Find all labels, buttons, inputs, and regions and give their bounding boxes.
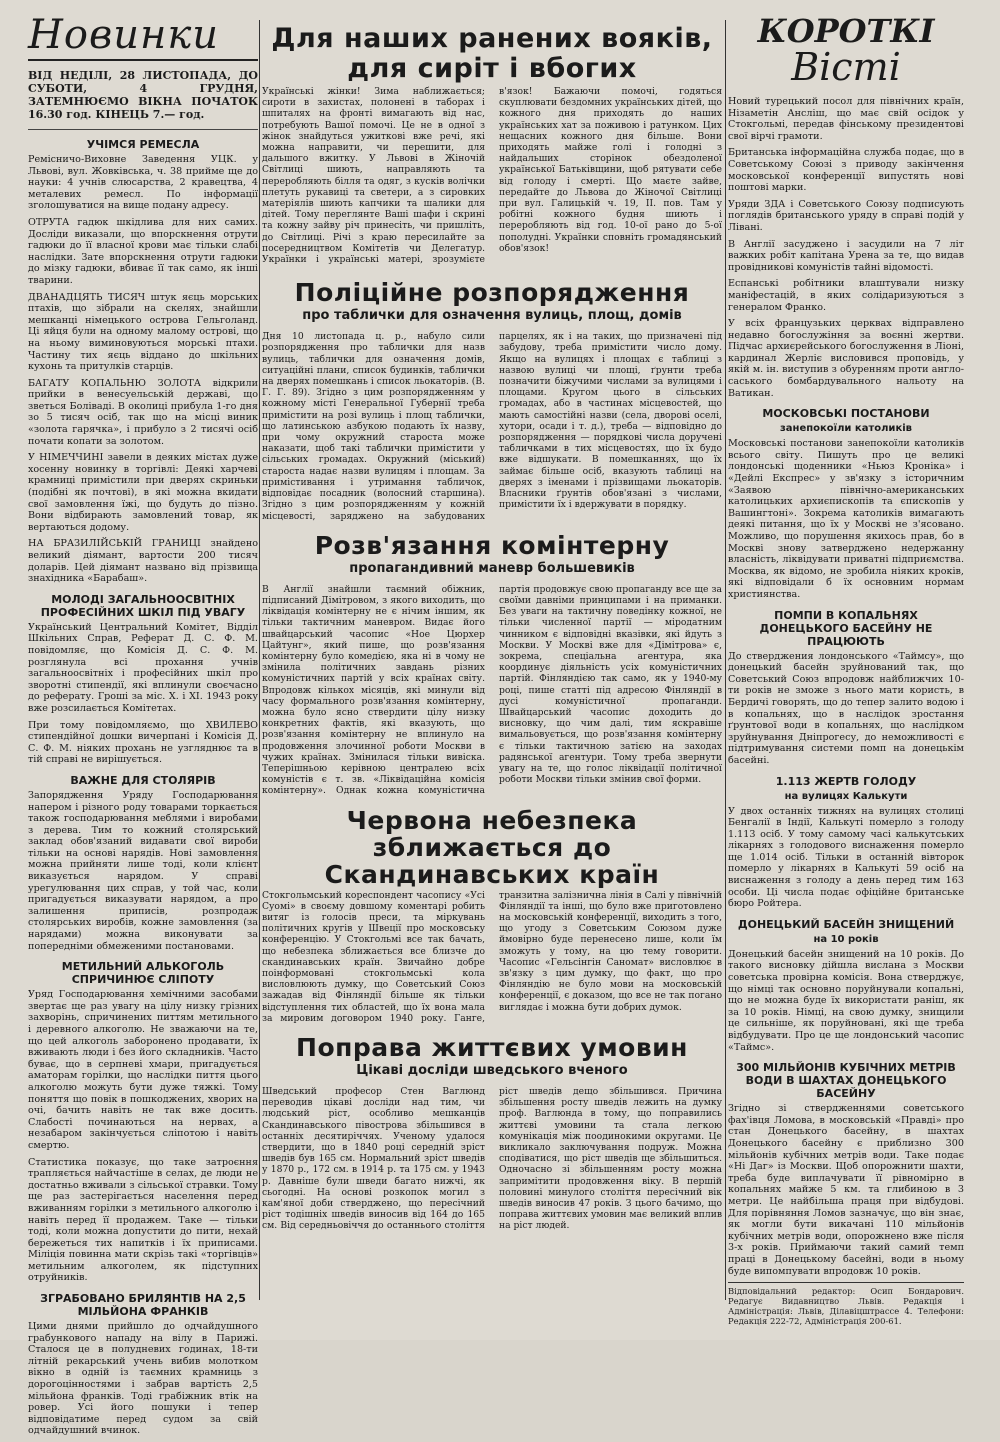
article-comintern: В Англії знайшли таємний обіжник, підписаний Дімітровом, з якого виходить, що ліквідація комінтерну не є нічим іншим, як тільки тактичним маневром. Видає його швайцарський часопис «Ное Цюрхер Цайтунг», який пише, що розв'язання комінтерну було комедією, яка ні в чому не змінила політичних завдань різних комуністичних партій у всіх країнах світу. Впродовж кількох місяців, які минули від часу формального розв'язання комінтерну, можна було ясно ствердити цілу низку конкретних фактів, які вказують, що розв'язання комінтерну не вплинуло на продовження злочинної роботи Москви в чужих країнах. Змінилася тільки вивіска. Теперішньою керівною централею всіх комуністів є т. зв. «Ліквідаційна комісія комінтерну». Однак кожна комуністична партія продовжує свою пропаганду все ще за своїми давніми принципами і на приманки. Без уваги на тактичну поведінку кожної, не тільки численної партії — міродатним чинником є відповідні вказівки, які йдуть з Москви. У Москві вже для «Дімітрова» є, зокрема, спеціальна агентура, яка координує діяльність усіх комуністичних партій. Фінляндією так само, як у 1940-му році, пише статті під адресою Фінляндії в дусі комуністичної пропаганди. Швайцарський часопис доходить до висновку, що чим далі, тим яскравіше вимальовується, що розв'язання комінтерну є тільки тактичною затією на заходах радянської агентури. Тому треба звернути увагу на те, що голос ліквідації політичної роботи Москви тільки змінив свої форми. bbox=[262, 583, 722, 797]
heading-diamonds: ЗГРАБОВАНО БРИЛЯНТІВ НА 2,5 МІЛЬЙОНА ФРАНКІВ bbox=[40, 1292, 246, 1319]
article-calcutta: У двох останніх тижнях на вулицях столиці Бенгалії в Індії, Калькуті померло з голоду 1.113 осіб. У тому самому часі калькутських лікарнях з голодового виснаження померло ще 1.014 осіб. Тільки в останній вівторок померло у лікарнях в Калькуті 59 осіб на виснаження з голоду а день перед тим 163 особи. Ці числа подає офіційне британське бюро Ройтера. bbox=[728, 805, 964, 910]
article-twelve-thousand: ДВАНАДЦЯТЬ ТИСЯЧ штук яєць морських птахів, що зібрали на скелях, знайшли мешканці німецького острова Гельголанд. Ці яйця були на одному малому острові, що на ньому виминовуються морські птахи. Частину тих яєць віддано до шкільних кухонь та притулків старців. bbox=[28, 291, 258, 373]
middle-column bbox=[262, 14, 722, 1234]
article-pumps: До стверджения лондонського «Таймсу», що донецький басейн зруйнований так, що Советський Союз впродовж найближчих 10-ти років не зможе з нього мати користь, в Бердичі говорять, що до тепер залито водою і в копальнях, що в наслідок зростання ґрунтової води в копальнях, що наслідком зруйнування Дніпрогесу, до неможливості є підтримування системи помп на донецькім басейні. bbox=[728, 650, 964, 766]
article-methyl-2: Статистика показує, що таке затроєння трапляється найчастіше в селах, де люди не достатньо вживали з сільської стравки. Тому ще раз застерігається населення перед вживанням горілки з метильного алкоголю і навіть перед її продажем. Таке — тільки тоді, коли можна допустити до пити, нехай бережеться тих напитків і їх приписами. Міліція повинна мати скрізь такі «торгівців» метильним алкоголем, як підступних отруйників. bbox=[28, 1156, 258, 1284]
article-youth: Український Центральний Комітет, Відділ Шкільних Справ, Реферат Д. С. Ф. М. повідомляє, що Комісія Д. С. Ф. М. розглянула всі прохання учнів загальноосвітніх і професійних шкіл про зворотні стипендії, які вплинули своєчасно до реферату. Гроші за міс. X. і XI. 1943 року вже розсилається Комітетах. bbox=[28, 621, 258, 714]
article-french-churches: У всіх французьких церквах відправлено недавно богослужіння за воєнні жертви. Підчас архиєрейського богослуження в Ліоні, кардинал Жерліє висловився проповідь, у якій м. ін. виступив з обуренням проти англо-саського бомбардувального нальоту на Ватикан. bbox=[728, 318, 964, 399]
heading-youth: МОЛОДІ ЗАГАЛЬНООСВІТНІХ ПРОФЕСІЙНИХ ШКІЛ ПІД УВАГУ bbox=[40, 592, 246, 619]
right-column bbox=[728, 14, 964, 1326]
heading-carpenters: ВАЖНЕ ДЛЯ СТОЛЯРІВ bbox=[70, 773, 216, 787]
article-us-government: Уряди ЗДА і Советського Союзу подписують поглядів британського уряду в справі подій у Лівані. bbox=[728, 198, 964, 233]
article-police-body bbox=[262, 331, 722, 521]
left-column bbox=[28, 14, 258, 1442]
heading-donetsk-destroyed: ДОНЕЦЬКИЙ БАСЕЙН ЗНИЩЕНИЙ bbox=[737, 917, 955, 931]
article-wounded: Українські жінки! Зима наближається; сироти в захистах, полонені в таборах і шпиталях на фронті вимагають від нас, потребують Вашої помочі. Це не в одної з жінок знайдуться ужиткові вже речі, які можна направити, чи перешити, для дальшого вжитку. У Львові в Жіночій Світлиці шиють, направляють та переробляють білля та одяг, з кусків волічки плетуть рукавиці та светери, а з сировких матеріялів шиють капчики та шалики для дітей. Тому переглянте Ваші шафи і скрині та кожну зайву річ принесіть, чи пришліть, до Світлиці. Річі з краю пересилайте за посередництвом Комітетів чи Делегатур. Українки і українські матері, зрозумієте в'язок! Бажаючи помочі, годяться скуплювати бездомних українських дітей, що кожного дня приходять до наших українських хат за поживою і ратунком. Цих нещасних кожного дня більше. Вони приходять майже голі і голодні з найдальших сторінок обездоленої української Батьківщини, щоб рятувати себе від голоду і смерті. Що маєте зайве, передайте до Львова до Жіночої Світлиці при вул. Галицькій ч. 19, II. пов. Там у робітні кожного будня шиють і переробляють від год. 10-ої рано до 5-ої пополудні. Українки сповніть громадянський обов'язок! bbox=[262, 86, 722, 266]
article-learn-trades: Ремісничо-Виховне Заведення УЦК. у Львові, вул. Жовківська, ч. 38 прийме ще до науки: 4 учнів слюсарства, 2 кравецтва, 4 металевих ремесл. По інформації зголошуватися на вище подану адресу. bbox=[28, 154, 258, 212]
heading-learn-trades: УЧІМСЯ РЕМЕСЛА bbox=[86, 138, 200, 151]
subhead-donetsk-destroyed: на 10 років bbox=[813, 933, 879, 945]
article-moscow-decrees: Московські постанови занепокоїли католиків всього світу. Пишуть про це великі лондонські щоденники «Ньюз Кроніка» і «Дейлі Експрес» у зв'язку з історичним «Заявою північно-американських католицьких архиєпископів та єпископів у Вашингтоні». Зокрема католиків вимагають деякі питання, що їх у Москві не з'ясовано. Можливо, що порушення якихось прав, бо в Москві знову затверджено недержанну власність, ліквідувати приватні підприємства. Москва, як відомо, не зробила ніяких кроків, які відповідали б їх основним нормам християнства. bbox=[728, 438, 964, 600]
article-donetsk-destroyed: Донецький басейн знищений на 10 років. До такого висновку дійшла вислана з Москви советська провірна комісія. Вона стверджує, що німці так основно поруйнували копальні, що не можна буде їх використати раніш, як за 10 років. Німці, на свою думку, знищили це сильніше, як поруйновані, які ще треба відбудувати. Про це ще лондонський часопис «Таймс». bbox=[728, 948, 964, 1053]
headline-wounded: Для наших ранених вояків, для сиріт і вбогих bbox=[271, 23, 713, 84]
article-living-body bbox=[262, 1086, 722, 1234]
article-red-danger-body bbox=[262, 890, 722, 1024]
article-carpenters: Запорядження Уряду Господарювання напером і різного роду товарами торкається також господарювання меблями і виробами з дерева. Тим то кожний столярський заклад обов'язаний видавати свої вироби тільки на основі нарядів. Нові замовлення можна прийняти лише тоді, коли клієнт виказується нарядом. У справі урегулювання цих справ, у той час, коли пригадується виказувати нарядом, а про залишення приписів, розпродаж столярських виробів, кожне замовлення (за нарядами) можна виконувати за попередніми обмеженими постановами. bbox=[28, 789, 258, 952]
article-diamonds: Цими днями прийшло до одчайдушного грабункового нападу на вілу в Парижі. Сталося це в полудневих годинах, 18-ти літній рекарський учень вибив молотком вікно в одній із таємних крамниць з дорогоцінностями і забрав вартість 2,5 мільйона франків. Тоді грабіжник втік на ровер. Усі його пошуки і тепер відповідатиме перед судом за свій одчайдушний вчинок. bbox=[28, 1321, 258, 1437]
heading-moscow-decrees: МОСКОВСЬКІ ПОСТАНОВИ bbox=[762, 407, 930, 421]
visti-masthead: Вісті bbox=[791, 45, 901, 89]
divider bbox=[28, 129, 258, 130]
article-poison: ОТРУТА гадюк шкідлива для них самих. Досліди виказали, що впорскнення отрути гадюки до її власної крови має тільки слабі наслідки. Зате впорскнення отрути гадюки до мізку гадюки, вбиває її так само, як інші тварини. bbox=[28, 216, 258, 286]
headline-red-danger: Червона небезпека зближається до Скандинавських країн bbox=[324, 805, 660, 889]
headline-police: Поліційне розпорядження bbox=[294, 278, 690, 308]
column-divider-left bbox=[259, 20, 260, 1300]
heading-calcutta: 1.113 ЖЕРТВ ГОЛОДУ bbox=[775, 774, 917, 788]
article-england-execution: В Англії засуджено і засудили на 7 літ важких робіт капітана Урена за те, що видав провідникові комуністів тайні відомості. bbox=[728, 238, 964, 273]
subhead-calcutta: на вулицях Калькути bbox=[784, 790, 908, 802]
article-turkish-envoy: Новий турецький посол для північних країн, Нізаметін Ансліш, що має свій осідок у Стокгольмі, передав фінському президентові свої вірчі грамоти. bbox=[728, 96, 964, 142]
article-spanish-workers: Еспанські робітники влаштували низку маніфестацій, в яких солідаризуються з генералом Франко. bbox=[728, 278, 964, 313]
article-living: Шведський професор Стен Ваглюнд переводив цікаві досліди над тим, чи людський ріст, особливо мешканців Скандинавського півострова збільшився в останніх десятиріччях. Ученому удалося ствердити, що в 1840 році середній зріст шведів був 165 см. Нормальний зріст шведів у 1870 р., 172 см. в 1914 р. та 175 см. у 1943 р. Давніше були шведи багато нижчі, як сьогодні. На основі розкопок могил з кам'яної доби стверджено, що пересічний ріст тодішніх шведів виносив від 164 до 165 см. Від середньовіччя до останнього століття ріст шведів дещо збільшився. Причина збільшення росту шведів лежить на думку проф. Ваглюнда в тому, що поправились життєві умовини та стала легкою комунікація між поодинокими округами. Це викликало заключування подруж. Можна сподіватися, що ріст шведів ще збільшиться. Одночасно зі збільшенням росту можна запримітити продовження віку. В першій половині минулого століття пересічний вік шведів виносив 47 років. З цього бачимо, що поправа життєвих умовин має великий вплив на ріст людей. bbox=[262, 1086, 723, 1232]
article-brazil: НА БРАЗИЛІЙСЬКІЙ ГРАНИЦІ знайдено великий діямант, вартости 200 тисяч доларів. Цей діямант названо від прізвища знахідника «Барабаш». bbox=[28, 538, 258, 585]
article-germany: У НІМЕЧЧИНІ завели в деяких містах дуже хосенну новинку в торгівлі: Деякі харчеві крамниці примістили при дверях скриньки (подібні як почтові), в які можна вкидати свої замовлення їжі, що будуть до пізно. Вони відбирають замовлений товар, як вертаються додому. bbox=[28, 452, 258, 533]
article-youth-2: При тому повідомляємо, що ХВИЛЕВО стипендійної дошки вичерпані і Комісія Д. С. Ф. М. ніяких прохань не узгляднює та в тій справі не вирішується. bbox=[28, 719, 258, 766]
heading-pumps: ПОМПИ В КОПАЛЬНЯХ ДОНЕЦЬКОГО БАСЕЙНУ НЕ ПРАЦЮЮТЬ bbox=[759, 608, 933, 648]
subhead-police: про таблички для означення вулиць, площ, домів bbox=[302, 308, 682, 324]
heading-water-mines: 300 МІЛЬЙОНІВ КУБІЧНИХ МЕТРІВ ВОДИ В ШАХТАХ ДОНЕЦЬКОГО БАСЕЙНУ bbox=[736, 1061, 956, 1101]
headline-comintern: Розв'язання комінтерну bbox=[314, 530, 670, 560]
headline-living: Поправа життєвих умовин bbox=[296, 1033, 688, 1062]
imprint-footer: Відповідальний редактор: Осип Бондарович. Редагує Видавництво Львів. Редакція і Адміністрація: Львів, Ділавіцштрассе 4. Телефони: Редакція 222-72, Адміністрація 200-61. bbox=[728, 1282, 964, 1326]
masthead-underline bbox=[28, 59, 258, 61]
article-water-mines: Згідно зі ствердженнями советського фах'івця Ломова, в московській «Правді» про стан Донецького басейну, в шахтах Донецького басейну є приблизно 300 мільйонів кубічних метрів води. Таке подає «Ні Даг» із Москви. Щоб опорожнити шахти, треба буде виплачувати її рівномірно в копальнях майже 5 км. та глибиною в 3 метри. Це найбільша праця при відбудові. Для порівняння Ломов зазначує, що він знає, як могли бути викачані 110 мільйонів кубічних метрів води, опорожнено вже після 3-х років. Приймаючи такий самий темп праці в Донецькому басейні, води в ньому буде випомпувати впродовж 10 років. bbox=[728, 1103, 964, 1277]
subhead-comintern: пропагандивний маневр большевиків bbox=[349, 560, 635, 576]
article-methyl: Уряд Господарювання хемічними засобами звертає ще раз увагу на цілу низку грізних захворінь, спричинених питтям метильного і деревного алкоголю. Не зважаючи на те, що цей алкоголь заборонено продавати, їх вживають люди і без його складників. Часто буває, що в серпневі хмари, пригадується аматорам горілки, що наслідки пиття цього алкоголю можуть бути дуже тяжкі. Тому поняття що повік в пошкоджених, хворих на очі, бачить навіть не так вже досить. Слабості починаються на нервах, а незабаром закінчується сліпотою і навіть смертю. bbox=[28, 989, 258, 1151]
subhead-moscow-decrees: занепокоїли католиків bbox=[779, 423, 912, 435]
subhead-living: Цікаві досліди шведського вченого bbox=[356, 1063, 628, 1078]
article-police: Дня 10 листопада ц. р., набуло сили розпорядження про таблички для назв вулиць, таблички для означення домів, ситуаційні плани, список будинків, таблички на дверях помешкань і список льокаторів. (В. Г. Г. 89). Згідно з цим розпорядженням у кожному місті Генеральної Губернії треба примістити на розі вулиць і площ таблички, що латинською азбукою подають їх назву, при чому окружний староста може наказати, щоб такі таблички примістити у сільських громадах. Окружний (міський) староста надає назви вулицям і площам. За примістивання і утримання табличок, відповідає посадник (волосний старшина). Згідно з цим розпорядженням у кожній місцевості, заряджено на забудованих парцелях, як і на таких, що призначені під забудову, треба примістити число дому. Якщо на вулицях і площах є таблиці з назвою вулиці чи площі, ґрунти треба позначити біжучими числами за вулицями і площами. Кругом цього в сільських громадах, або в частинах місцевостей, що мають самостійні назви (села, дворові оселі, хутори, осади і т. д.), треба — відповідно до розпорядження — порядкові числа доручені табличками в тих місцевостях, що їх будо вже відшукати. В помешканнях, що їх займає більше осіб, вказують таблиці на дверях з іменами і прізвищами льокаторів. Власники ґрунтів обов'язані з числами, примістити їх і вдержувати в порядку. bbox=[262, 331, 722, 522]
article-red-danger: Стокгольмський кореспондент часопису «Усі Суомі» в своєму довшому коментарі робить витяг із голосів преси, та міркувань політичних кругів у Швеції про московську конференцію. У Стокгольмі все так бачать, що небезпека зближається все близче до скандинавських країн. Звичайно добре поінформовані стокгольмські кола висловлюють думку, що Советський Союз зажадав від Фінляндії більше як тільки відступлення тих областей, що їх вона мала за мировим договором 1940 року. Ганге, транзитна залізнична лінія в Салі у північній Фінляндії та інші, що було вже приготовлено на московській конференції, виходить з того, що угоду з Советським Союзом дуже ймовірно буде перенесено лише, коли їм зможуть у тому, на цю тему говорити. Часопис «Гельсінгін Саномат» висловлює в зв'язку з цим думку, що факт, що про Фінляндію не було мови на московській конференції, є доказом, що все не так погано виглядає і можна бути добрих думок. bbox=[262, 889, 722, 1024]
blackout-notice: ВІД НЕДІЛІ, 28 ЛИСТОПАДА, ДО СУБОТИ, 4 ГРУДНЯ, ЗАТЕМНЮЄМО ВІКНА ПОЧАТОК 16.30 год. КІНЕЦЬ 7.— год. bbox=[28, 69, 258, 121]
article-wounded-body bbox=[262, 86, 722, 265]
article-british-info: Британська інформаційна служба подає, що в Советському Союзі з приводу закінчення московської конференції випустять нові поштові марки. bbox=[728, 147, 964, 194]
column-divider-right bbox=[725, 20, 726, 1300]
novynky-masthead: Новинки bbox=[28, 12, 220, 58]
korotki-masthead: КОРОТКІ bbox=[757, 12, 935, 50]
article-comintern-body bbox=[262, 584, 722, 797]
article-gold: БАГАТУ КОПАЛЬНЮ ЗОЛОТА відкрили прийки в венесуельській державі, що зветься Боліваді. В околиці прибула 1-го дня зо 5 тисяч осіб, так що на місці виник «золота гарячка», і прибуло з 2 тисячі осіб почати копати за золотом. bbox=[28, 377, 258, 447]
heading-methyl: МЕТИЛЬНИЙ АЛЬКОГОЛЬ СПРИЧИНЮЄ СЛІПОТУ bbox=[61, 960, 225, 987]
